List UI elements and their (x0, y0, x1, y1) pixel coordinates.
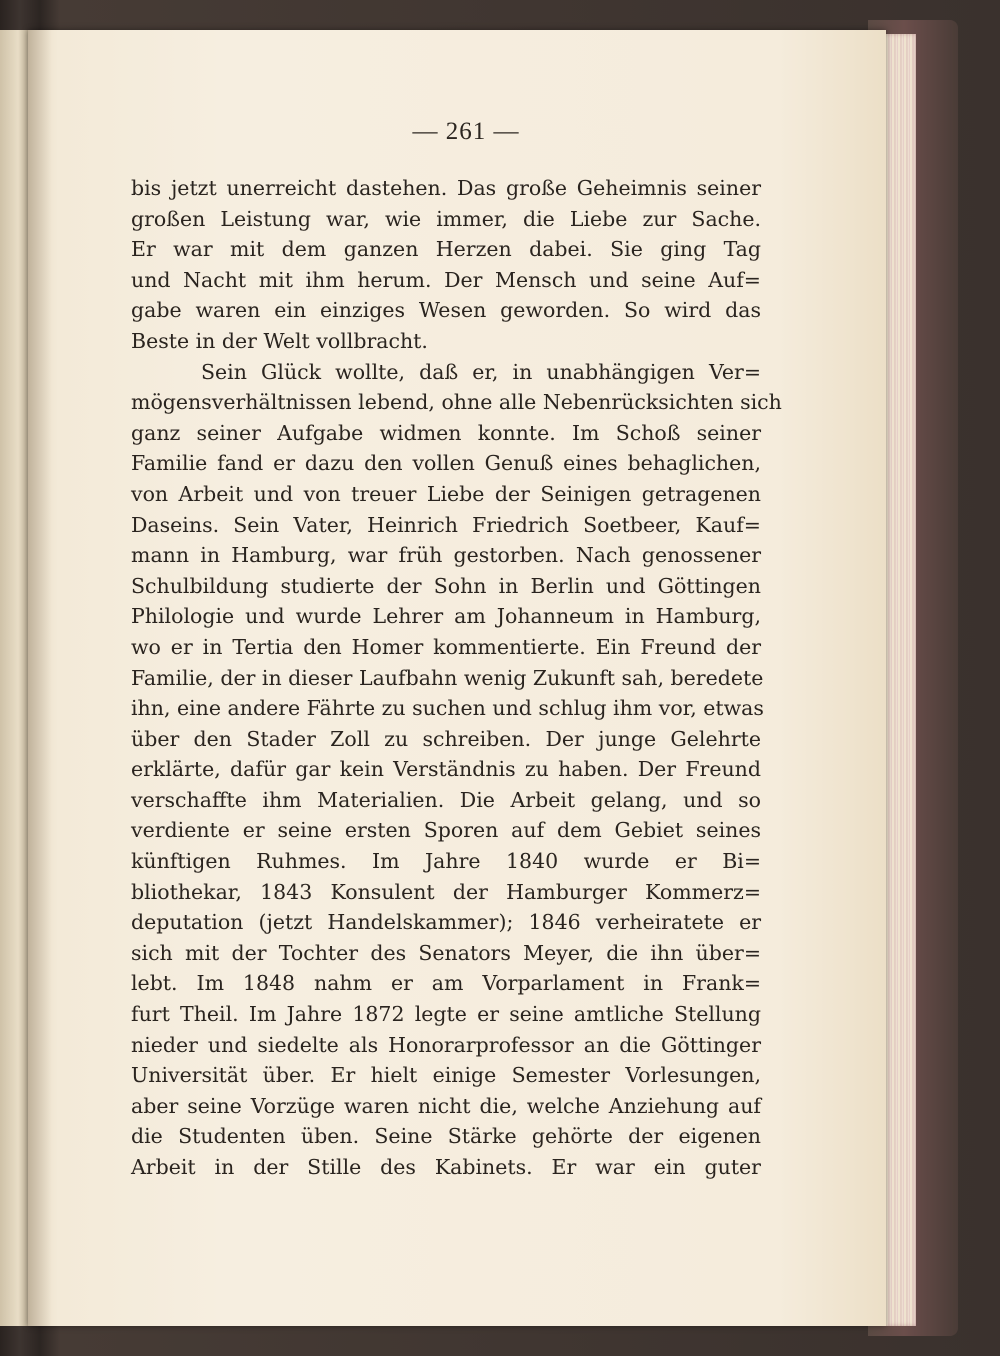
text-line: mögensverhältnissen lebend, ohne alle Nebenrücksichten sich (131, 390, 782, 415)
text-line: Familie, der in dieser Laufbahn wenig Zukunft sah, beredete (131, 665, 764, 690)
text-line: großen Leistung war, wie immer, die Liebe zur Sache. (131, 206, 761, 231)
text-line: sich mit der Tochter des Senators Meyer, die ihn über= (131, 940, 761, 965)
text-line: nieder und siedelte als Honorarprofessor an die Göttinger (131, 1032, 761, 1057)
text-line: ihn, eine andere Fährte zu suchen und schlug ihm vor, etwas (131, 696, 764, 721)
text-line: bis jetzt unerreicht dastehen. Das große Geheimnis seiner (131, 176, 761, 200)
text-line: verdiente er seine ersten Sporen auf dem Gebiet seines (131, 818, 761, 843)
text-line: ganz seiner Aufgabe widmen konnte. Im Schoß seiner (131, 420, 761, 445)
text-line: künftigen Ruhmes. Im Jahre 1840 wurde er Bi= (131, 849, 761, 874)
book-page (28, 30, 886, 1326)
text-line: bliothekar, 1843 Konsulent der Hamburger Kommerz= (131, 879, 761, 904)
text-line: Arbeit in der Stille des Kabinets. Er war ein guter (131, 1155, 761, 1179)
text-line: Philologie und wurde Lehrer am Johanneum in Hamburg, (131, 604, 761, 629)
facing-page-edge (0, 30, 31, 1326)
text-line: mann in Hamburg, war früh gestorben. Nach genossener (131, 543, 761, 568)
text-line: Familie fand er dazu den vollen Genuß eines behaglichen, (131, 451, 761, 476)
text-line: gabe waren ein einziges Wesen geworden. So wird das (131, 298, 761, 323)
text-line: Sein Glück wollte, daß er, in unabhängigen Ver= (201, 359, 761, 384)
text-line: erklärte, dafür gar kein Verständnis zu haben. Der Freund (131, 757, 761, 782)
page-number: — 261 — (412, 118, 520, 145)
body-text (131, 173, 782, 1183)
text-line: lebt. Im 1848 nahm er am Vorparlament in Frank= (131, 971, 761, 996)
text-line: deputation (jetzt Handelskammer); 1846 verheiratete er (131, 910, 761, 935)
text-line: über den Stader Zoll zu schreiben. Der junge Gelehrte (131, 726, 761, 751)
text-line: verschaffte ihm Materialien. Die Arbeit gelang, und so (131, 787, 761, 812)
text-line: Daseins. Sein Vater, Heinrich Friedrich Soetbeer, Kauf= (131, 512, 761, 537)
text-line: wo er in Tertia den Homer kommentierte. Ein Freund der (131, 634, 761, 659)
text-line: Schulbildung studierte der Sohn in Berlin und Göttingen (131, 573, 761, 598)
text-line: die Studenten üben. Seine Stärke gehörte der eigenen (131, 1124, 761, 1149)
text-line: Beste in der Welt vollbracht. (131, 328, 428, 353)
text-line: Er war mit dem ganzen Herzen dabei. Sie ging Tag (131, 237, 761, 262)
text-line: Universität über. Er hielt einige Semester Vorlesungen, (131, 1063, 761, 1088)
text-line: aber seine Vorzüge waren nicht die, welche Anziehung auf (131, 1093, 761, 1118)
text-line: von Arbeit und von treuer Liebe der Seinigen getragenen (131, 481, 761, 506)
text-line: furt Theil. Im Jahre 1872 legte er seine amtliche Stellung (131, 1002, 761, 1027)
text-line: und Nacht mit ihm herum. Der Mensch und seine Auf= (131, 267, 761, 292)
